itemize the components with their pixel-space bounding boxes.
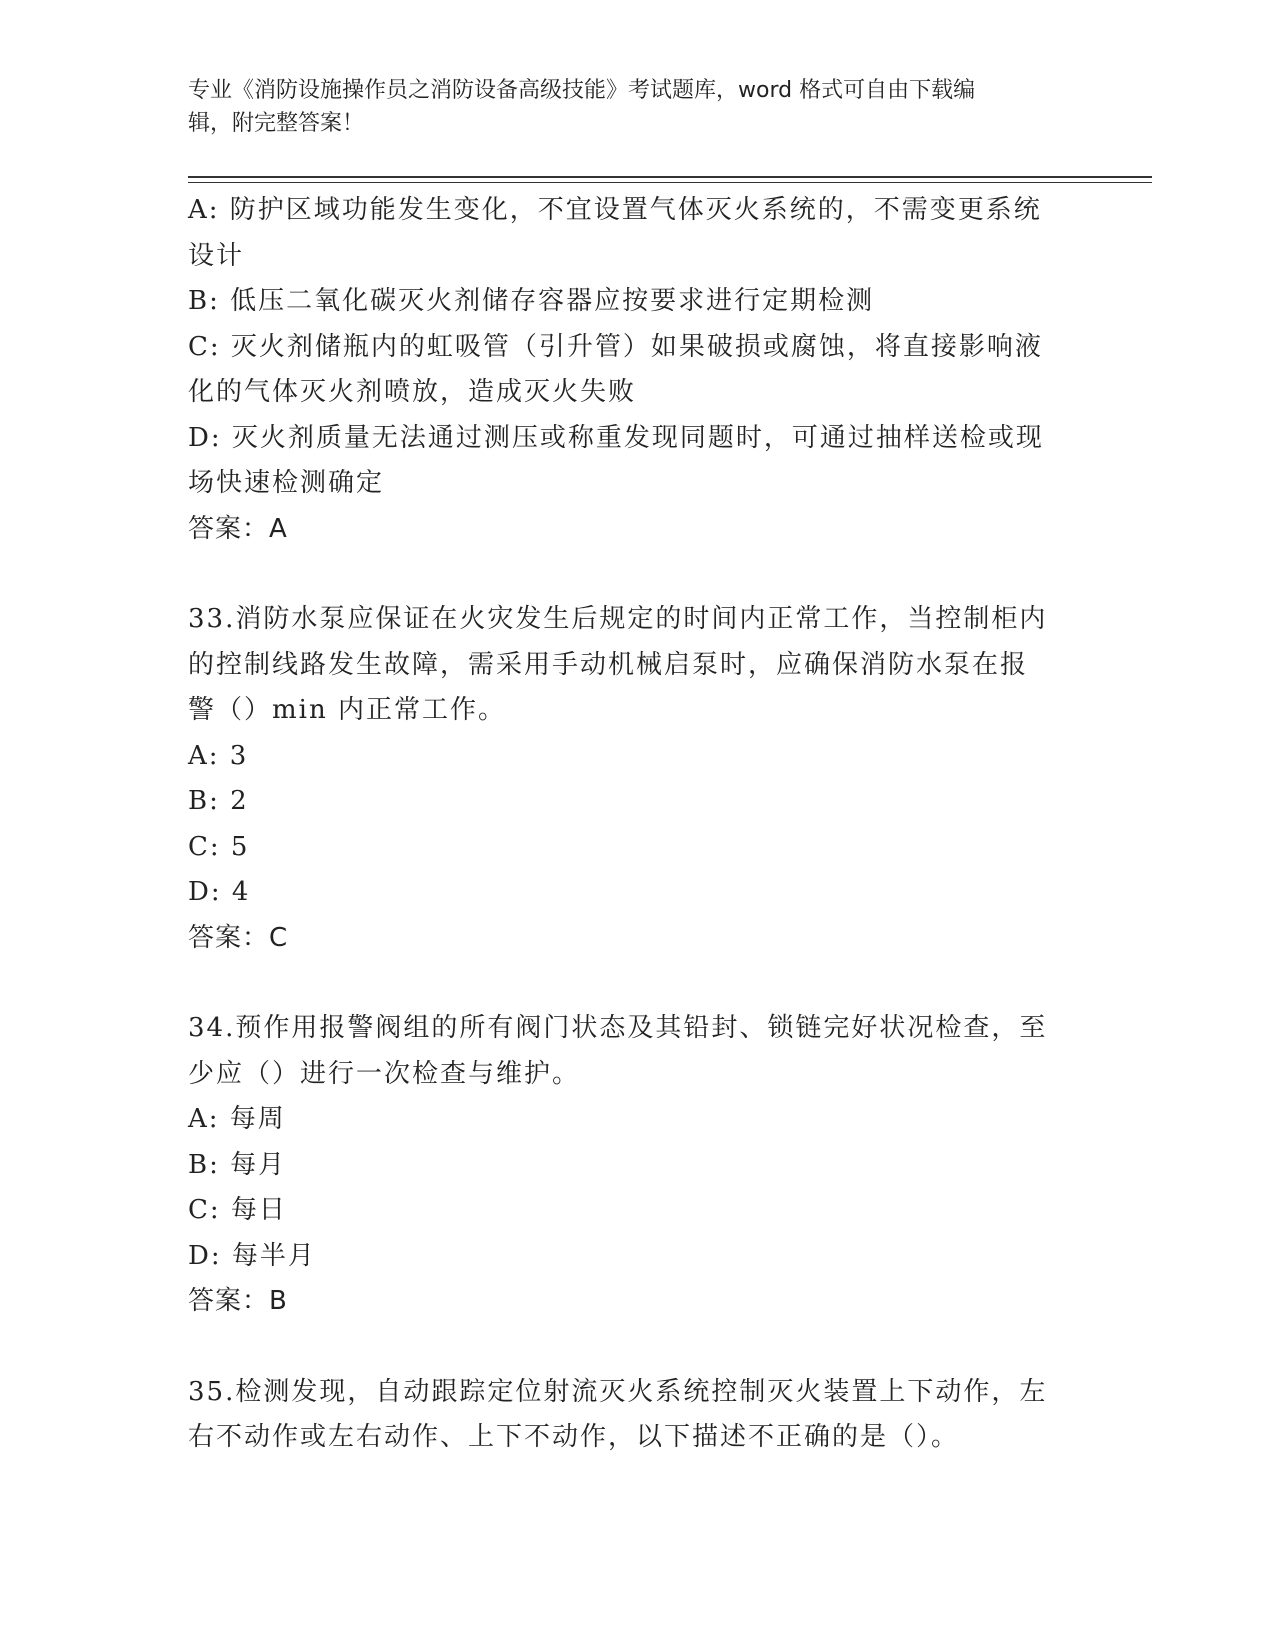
header-divider-thin: [188, 182, 1152, 183]
answer-33: 答案：C: [188, 922, 289, 953]
option-d: D: 每半月: [188, 1240, 316, 1271]
option-a-line-1: A: 防护区域功能发生变化，不宜设置气体灭火系统的，不需变更系统: [188, 195, 1042, 225]
header-line-2: 辑，附完整答案！: [188, 111, 365, 136]
option-d-line-2: 场快速检测确定: [188, 468, 385, 498]
option-b: B: 低压二氧化碳灭火剂储存容器应按要求进行定期检测: [188, 286, 875, 316]
option-a: A: 每周: [188, 1104, 286, 1134]
option-d-line-1: D: 灭火剂质量无法通过测压或称重发现同题时，可通过抽样送检或现: [188, 422, 1044, 453]
spacer: [188, 552, 1088, 597]
question-35-stem-line-1: 35.检测发现，自动跟踪定位射流灭火系统控制灭火装置上下动作，左: [188, 1376, 1048, 1407]
question-35-block: [188, 1370, 1088, 1461]
question-33-stem-line-1: 33.消防水泵应保证在火灾发生后规定的时间内正常工作，当控制柜内: [188, 604, 1048, 634]
header-line-1: 专业《消防设施操作员之消防设备高级技能》考试题库，word 格式可自由下载编: [188, 78, 976, 103]
option-b: B: 每月: [188, 1149, 287, 1180]
question-33-stem-line-3: 警（）min 内正常工作。: [188, 695, 506, 725]
option-b: B: 2: [188, 786, 249, 816]
option-c: C: 5: [188, 831, 250, 862]
question-35-stem-line-2: 右不动作或左右动作、上下不动作，以下描述不正确的是（）。: [188, 1422, 960, 1452]
option-c-line-2: 化的气体灭火剂喷放，造成灭火失败: [188, 377, 637, 407]
document-body: [188, 188, 1088, 1461]
question-32-block: [188, 188, 1088, 552]
document-header: [188, 74, 1078, 140]
question-33-block: [188, 597, 1088, 961]
option-a: A: 3: [188, 740, 249, 771]
question-34-block: [188, 1006, 1088, 1325]
option-d: D: 4: [188, 877, 251, 907]
question-34-stem-line-2: 少应（）进行一次检查与维护。: [188, 1058, 581, 1089]
answer-34: 答案：B: [188, 1286, 288, 1316]
spacer: [188, 961, 1088, 1006]
header-divider-thick: [188, 176, 1152, 178]
option-a-line-2: 设计: [188, 240, 245, 271]
answer-32: 答案：A: [188, 513, 288, 544]
spacer: [188, 1325, 1088, 1370]
question-34-stem-line-1: 34.预作用报警阀组的所有阀门状态及其铅封、锁链完好状况检查，至: [188, 1013, 1048, 1043]
question-33-stem-line-2: 的控制线路发生故障，需采用手动机械启泵时，应确保消防水泵在报: [188, 649, 1029, 680]
option-c-line-1: C: 灭火剂储瓶内的虹吸管（引升管）如果破损或腐蚀，将直接影响液: [188, 331, 1043, 362]
option-c: C: 每日: [188, 1195, 287, 1225]
